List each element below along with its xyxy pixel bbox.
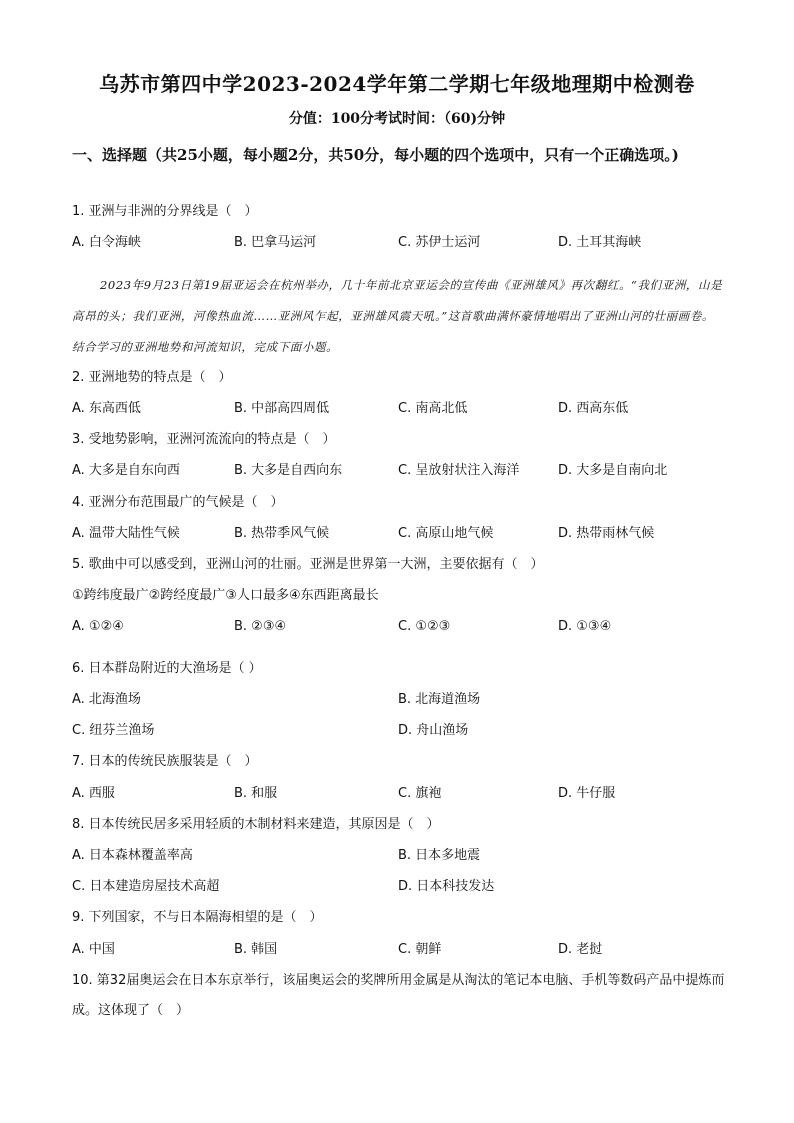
option-a[interactable]: A. 日本森林覆盖率高 [72, 848, 193, 863]
question-4: 4. 亚洲分布范围最广的气候是（ ） [72, 495, 284, 510]
option-c[interactable]: C. 纽芬兰渔场 [72, 723, 155, 738]
question-9: 9. 下列国家，不与日本隔海相望的是（ ） [72, 910, 323, 925]
option-a[interactable]: A. 北海渔场 [72, 692, 141, 707]
question-3-options [72, 461, 732, 481]
question-5-statements: ①跨纬度最广②跨经度最广③人口最多④东西距离最长 [72, 588, 379, 603]
option-d[interactable]: D. ①③④ [558, 619, 612, 634]
question-8: 8. 日本传统民居多采用轻质的木制材料来建造，其原因是（ ） [72, 817, 440, 832]
option-d[interactable]: D. 西高东低 [558, 401, 629, 416]
question-6-options-row1 [72, 690, 732, 710]
question-2: 2. 亚洲地势的特点是（ ） [72, 370, 232, 385]
question-4-options [72, 524, 732, 544]
option-b[interactable]: B. 韩国 [234, 942, 278, 957]
option-c[interactable]: C. 旗袍 [398, 786, 442, 801]
option-c[interactable]: C. 苏伊士运河 [398, 235, 481, 250]
question-8-options-row1 [72, 846, 732, 866]
option-a[interactable]: A. 东高西低 [72, 401, 141, 416]
option-d[interactable]: D. 日本科技发达 [398, 879, 495, 894]
question-6-options-row2 [72, 721, 732, 741]
section-heading: 一、选择题（共25小题，每小题2分，共50分，每小题的四个选项中，只有一个正确选项。) [72, 146, 679, 164]
option-c[interactable]: C. ①②③ [398, 619, 451, 634]
option-c[interactable]: C. 朝鲜 [398, 942, 442, 957]
option-a[interactable]: A. 中国 [72, 942, 115, 957]
page-title: 乌苏市第四中学2023-2024学年第二学期七年级地理期中检测卷 [99, 72, 695, 96]
option-b[interactable]: B. 和服 [234, 786, 278, 801]
option-a[interactable]: A. ①②④ [72, 619, 124, 634]
option-d[interactable]: D. 土耳其海峡 [558, 235, 642, 250]
option-a[interactable]: A. 温带大陆性气候 [72, 526, 180, 541]
exam-info: 分值：100分考试时间：（60)分钟 [288, 111, 506, 127]
question-2-options [72, 399, 732, 419]
question-9-options [72, 940, 732, 960]
reading-passage: 2023年9月23日第19届亚运会在杭州举办，几十年前北京亚运会的宣传曲《亚洲雄风》再次翻红。“我们亚洲，山是高昂的头；我们亚洲，河像热血流……亚洲风乍起，亚洲雄风震天吼。”这首歌曲满怀豪情地唱出了亚洲山河的壮丽画卷。结合学习的亚洲地势和河流知识，完成下面小题。 [72, 278, 723, 354]
option-b[interactable]: B. 热带季风气候 [234, 526, 330, 541]
question-1-options [72, 233, 732, 253]
question-7-options [72, 784, 732, 804]
option-c[interactable]: C. 日本建造房屋技术高超 [72, 879, 220, 894]
question-5: 5. 歌曲中可以感受到，亚洲山河的壮丽。亚洲是世界第一大洲，主要依据有（ ） [72, 557, 544, 572]
option-c[interactable]: C. 高原山地气候 [398, 526, 494, 541]
option-c[interactable]: C. 呈放射状注入海洋 [398, 463, 520, 478]
option-d[interactable]: D. 老挝 [558, 942, 603, 957]
question-10: 10. 第32届奥运会在日本东京举行，该届奥运会的奖牌所用金属是从淘汰的笔记本电脑、手机等数码产品中提炼而成。这体现了（ ） [72, 973, 725, 1018]
option-d[interactable]: D. 舟山渔场 [398, 723, 469, 738]
option-b[interactable]: B. 北海道渔场 [398, 692, 481, 707]
option-a[interactable]: A. 大多是自东向西 [72, 463, 180, 478]
question-7: 7. 日本的传统民族服装是（ ） [72, 754, 258, 769]
question-8-options-row2 [72, 877, 732, 897]
option-c[interactable]: C. 南高北低 [398, 401, 468, 416]
option-d[interactable]: D. 热带雨林气候 [558, 526, 655, 541]
question-6: 6. 日本群岛附近的大渔场是（ ） [72, 661, 262, 676]
option-b[interactable]: B. 中部高四周低 [234, 401, 330, 416]
option-d[interactable]: D. 大多是自南向北 [558, 463, 668, 478]
option-d[interactable]: D. 牛仔服 [558, 786, 616, 801]
question-5-options [72, 617, 732, 637]
option-b[interactable]: B. 大多是自西向东 [234, 463, 343, 478]
option-b[interactable]: B. 日本多地震 [398, 848, 481, 863]
option-b[interactable]: B. 巴拿马运河 [234, 235, 317, 250]
option-a[interactable]: A. 西服 [72, 786, 115, 801]
question-1: 1. 亚洲与非洲的分界线是（ ） [72, 204, 258, 219]
question-3: 3. 受地势影响，亚洲河流流向的特点是（ ） [72, 432, 336, 447]
option-b[interactable]: B. ②③④ [234, 619, 287, 634]
option-a[interactable]: A. 白令海峡 [72, 235, 141, 250]
